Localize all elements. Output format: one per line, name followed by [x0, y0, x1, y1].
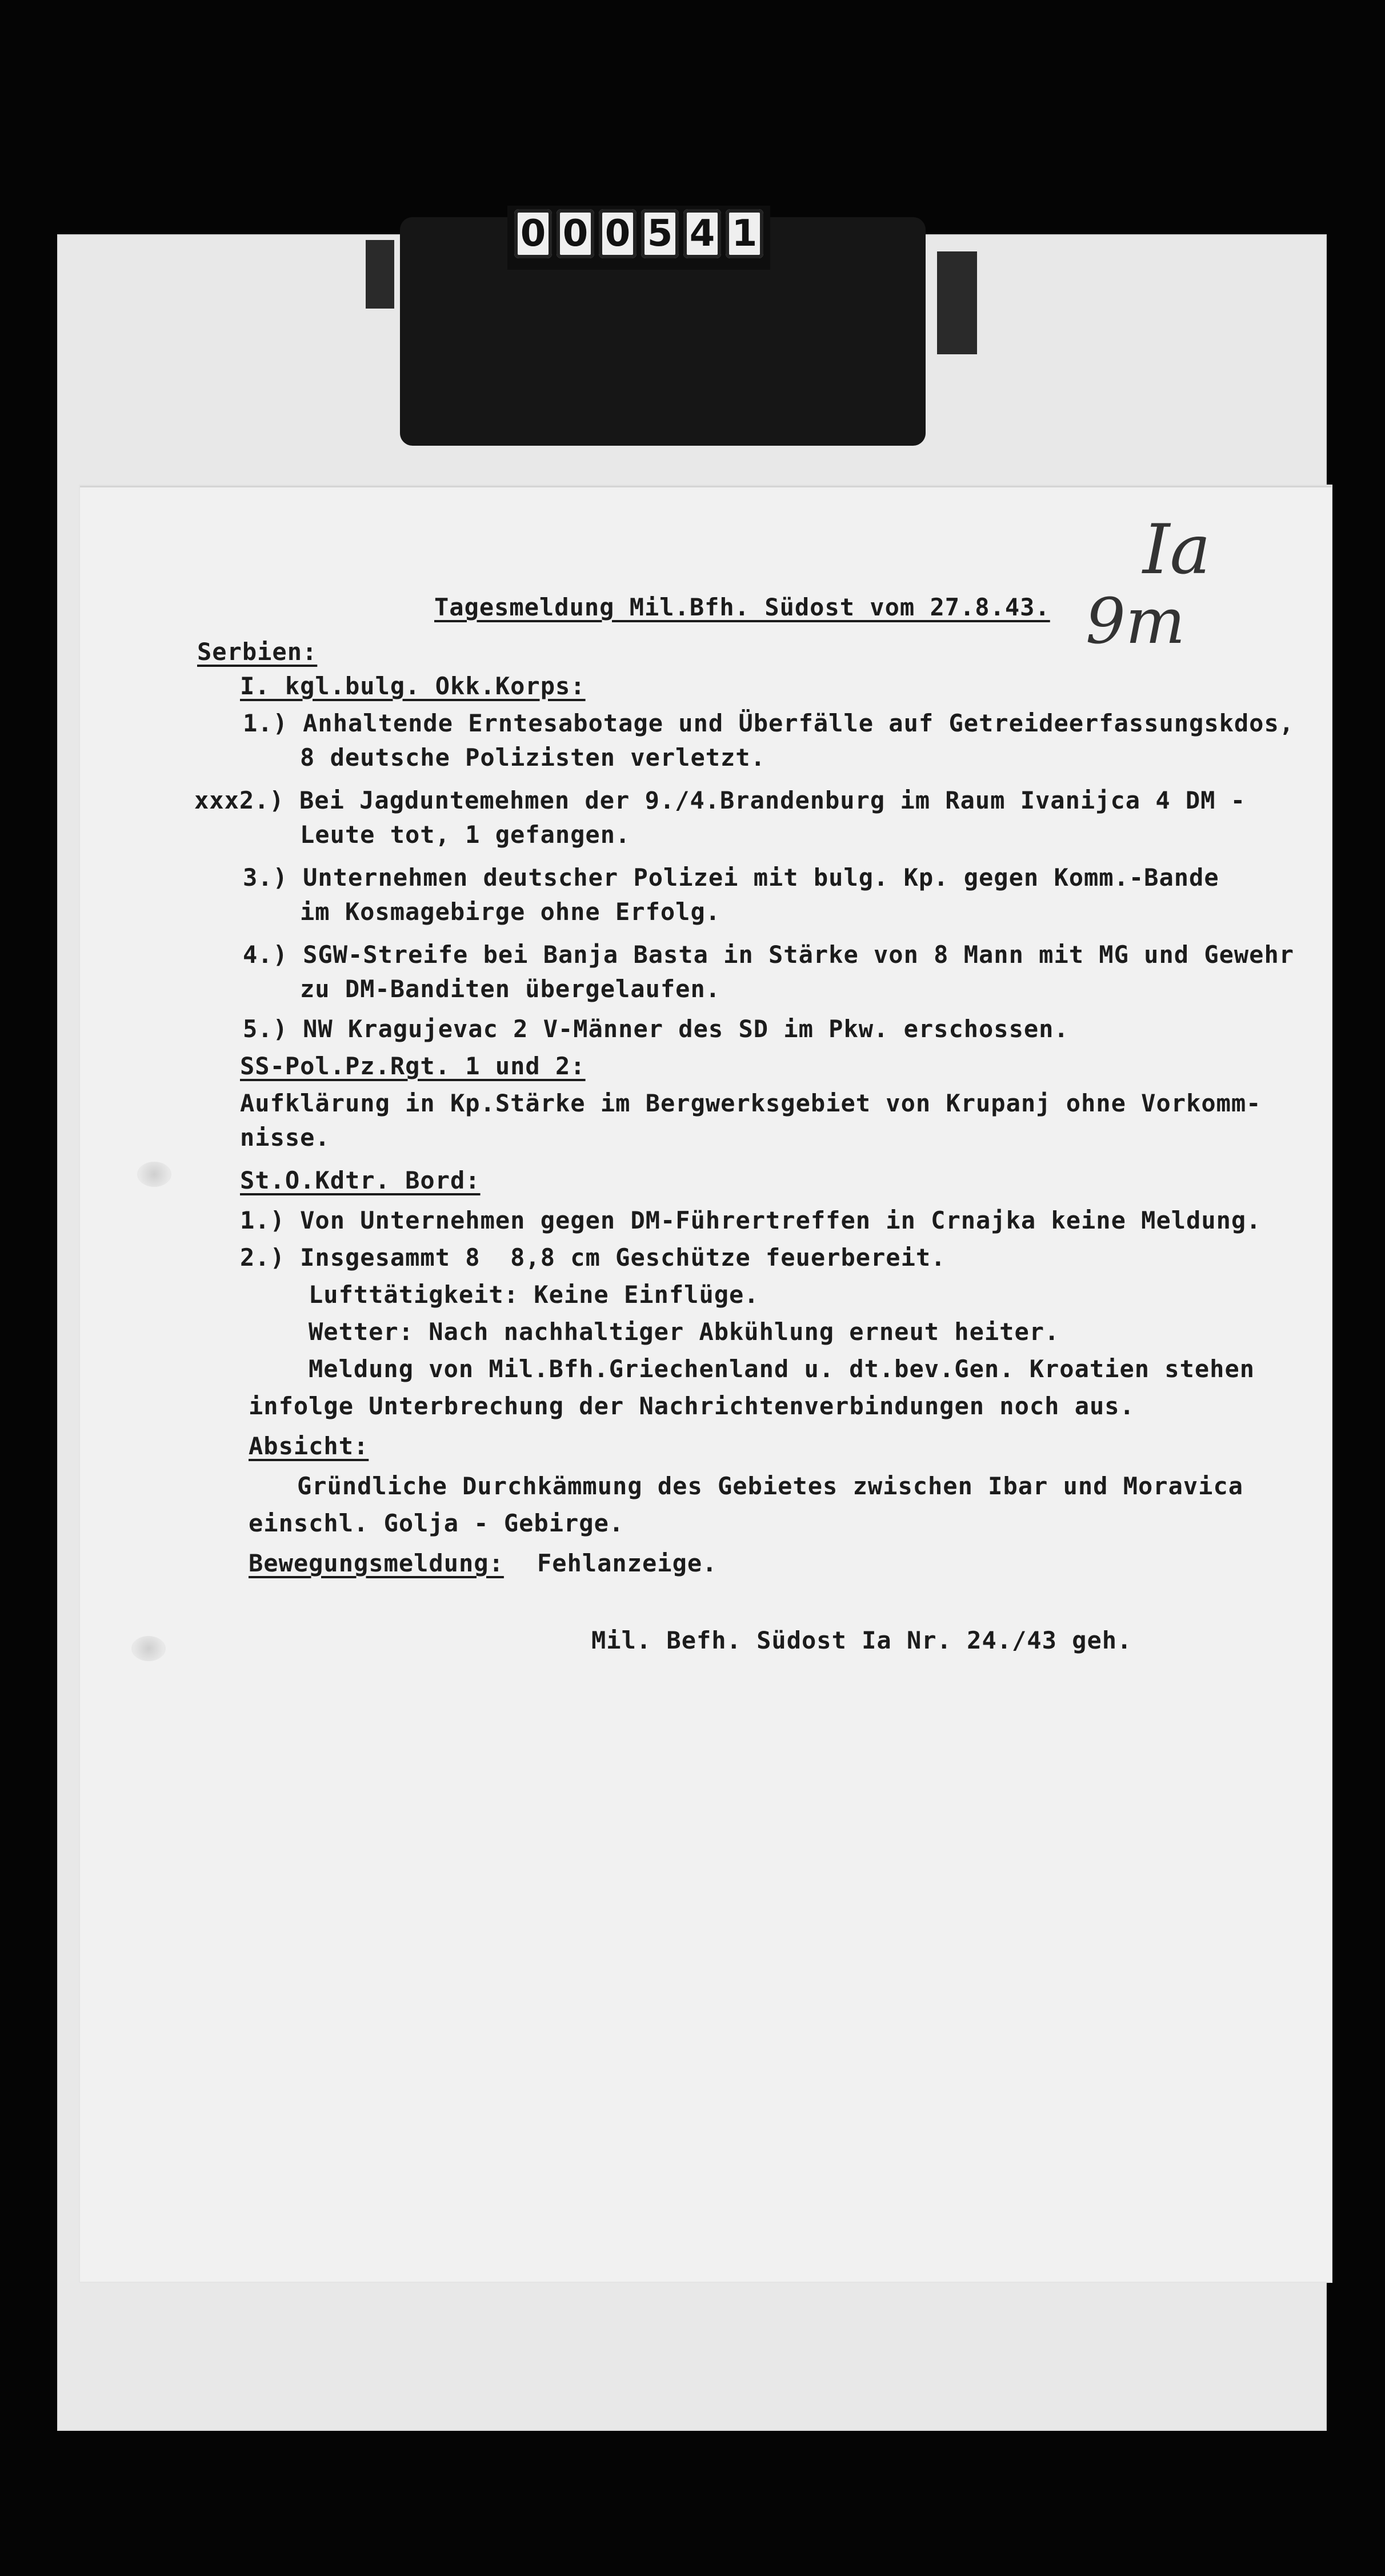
region-heading: Serbien: — [197, 638, 318, 666]
report-item-4-cont: zu DM-Banditen übergelaufen. — [300, 975, 721, 1003]
weather: Wetter: Nach nachhaltiger Abkühlung erneut heiter. — [309, 1318, 1060, 1346]
stok-item-1: 1.) Von Unternehmen gegen DM-Führertreffen in Crnajka keine Meldung. — [240, 1206, 1262, 1234]
counter-digit: 0 — [557, 209, 594, 258]
counter-digit: 0 — [514, 209, 552, 258]
report-item-3-cont: im Kosmagebirge ohne Erfolg. — [300, 898, 721, 926]
paper-smudge — [137, 1162, 171, 1187]
korps-heading: I. kgl.bulg. Okk.Korps: — [240, 672, 586, 700]
pending-reports-cont: infolge Unterbrechung der Nachrichtenverbindungen noch aus. — [249, 1392, 1135, 1420]
report-item-3: 3.) Unternehmen deutscher Polizei mit bulg. Kp. gegen Komm.-Bande — [243, 863, 1219, 891]
counter-digit: 0 — [599, 209, 637, 258]
typed-report-sheet — [80, 486, 1331, 2282]
air-activity: Lufttätigkeit: Keine Einflüge. — [309, 1281, 759, 1309]
counter-digit: 1 — [726, 209, 763, 258]
ss-regiment-heading: SS-Pol.Pz.Rgt. 1 und 2: — [240, 1052, 586, 1080]
counter-clip-left — [366, 240, 394, 309]
counter-clip-right — [937, 251, 977, 354]
report-item-1-cont: 8 deutsche Polizisten verletzt. — [300, 743, 766, 771]
counter-digit: 5 — [641, 209, 679, 258]
marginal-note-ia: Ia — [1143, 510, 1211, 590]
document-reference: Mil. Befh. Südost Ia Nr. 24./43 geh. — [591, 1626, 1132, 1654]
report-title: Tagesmeldung Mil.Bfh. Südost vom 27.8.43. — [434, 593, 1050, 621]
intent-text-cont: einschl. Golja - Gebirge. — [249, 1509, 625, 1537]
intent-text: Gründliche Durchkämmung des Gebietes zwischen Ibar und Moravica — [297, 1472, 1244, 1500]
paper-smudge — [131, 1636, 166, 1661]
stok-heading: St.O.Kdtr. Bord: — [240, 1166, 481, 1194]
frame-counter — [507, 206, 770, 270]
report-item-1: 1.) Anhaltende Erntesabotage und Überfälle auf Getreideerfassungskdos, — [243, 709, 1295, 737]
counter-digit: 4 — [683, 209, 721, 258]
report-item-2: xxx2.) Bei Jagduntemehmen der 9./4.Brandenburg im Raum Ivanijca 4 DM - — [194, 786, 1246, 814]
movement-heading: Bewegungsmeldung: — [249, 1549, 504, 1577]
marginal-initials: 9m — [1086, 585, 1186, 658]
ss-regiment-text-cont: nisse. — [240, 1123, 330, 1151]
intent-heading: Absicht: — [249, 1432, 369, 1460]
report-item-2-cont: Leute tot, 1 gefangen. — [300, 821, 631, 849]
ss-regiment-text: Aufklärung in Kp.Stärke im Bergwerksgebiet von Krupanj ohne Vorkomm- — [240, 1089, 1262, 1117]
stok-item-2: 2.) Insgesammt 8 8,8 cm Geschütze feuerbereit. — [240, 1243, 946, 1271]
movement-value: Fehlanzeige. — [537, 1549, 718, 1577]
pending-reports: Meldung von Mil.Bfh.Griechenland u. dt.bev.Gen. Kroatien stehen — [309, 1355, 1255, 1383]
report-item-4: 4.) SGW-Streife bei Banja Basta in Stärke von 8 Mann mit MG und Gewehr — [243, 941, 1295, 969]
report-item-5: 5.) NW Kragujevac 2 V-Männer des SD im Pkw. erschossen. — [243, 1015, 1069, 1043]
